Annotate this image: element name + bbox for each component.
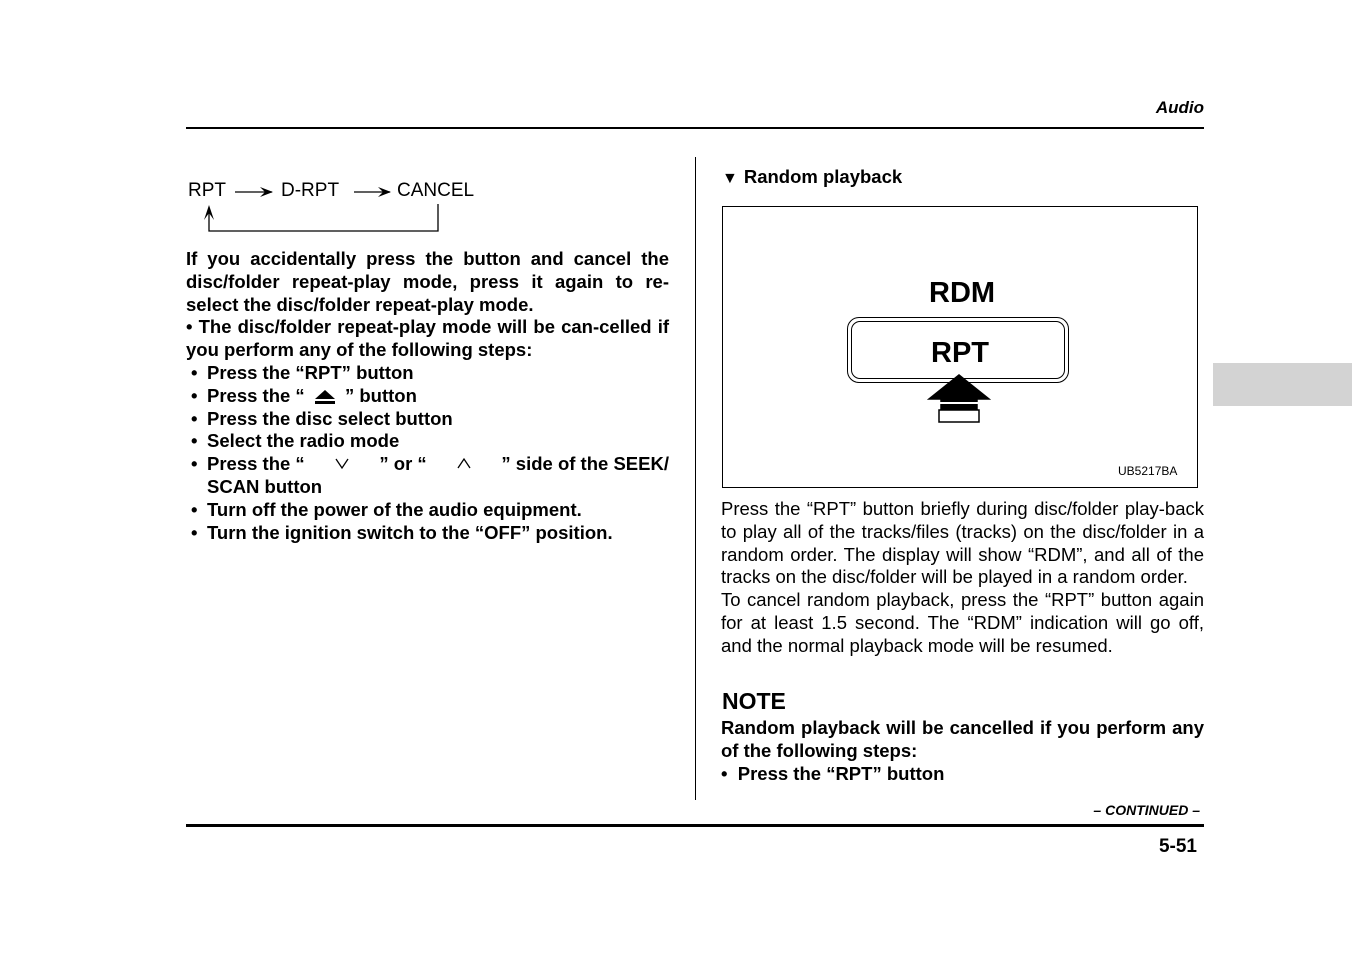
section-heading <box>722 166 902 188</box>
list-item-text: Press the disc select button <box>207 407 453 429</box>
main-bullet <box>186 316 669 362</box>
bullet-dot: • <box>191 361 198 383</box>
list-item <box>186 522 669 545</box>
flow-diagram <box>186 180 486 240</box>
note-bullet-text: Press the “RPT” button <box>737 762 945 784</box>
flow-step-cancel: CANCEL <box>397 180 475 201</box>
bullet-dot: • <box>191 407 198 429</box>
main-bullet-text: The disc/folder repeat-play mode will be can-celled if you perform any of the following steps: <box>186 316 669 361</box>
list-item-text: ” or “ <box>379 453 427 475</box>
flow-step-d-rpt: D-RPT <box>281 180 340 201</box>
list-item <box>186 362 669 385</box>
column-divider <box>695 157 696 800</box>
list-item-text: Select the radio mode <box>207 430 400 452</box>
list-item <box>186 499 669 522</box>
cancel-paragraph: To cancel random playback, press the “RPT” button again for at least 1.5 second. The “RDM” indication will go off, and the normal playback mode will be resumed. <box>721 589 1204 656</box>
figure-illustration <box>722 206 1198 488</box>
bullet-dot: • <box>191 521 198 543</box>
bullet-dot: • <box>721 762 728 784</box>
bullet-dot: • <box>191 453 198 475</box>
list-item <box>186 408 669 431</box>
note-body <box>721 717 1204 785</box>
figure-code: UB5217BA <box>1118 464 1178 478</box>
note-bullet <box>721 763 1204 786</box>
list-item-text: SCAN button <box>207 475 323 497</box>
list-item-text: Turn the ignition switch to the “OFF” position. <box>207 521 613 543</box>
list-item-text: ” button <box>344 384 417 406</box>
section-heading-text: Random playback <box>743 166 903 187</box>
random-playback-paragraph: Press the “RPT” button briefly during disc/folder play-back to play all of the tracks/files (tracks) on the disc/folder in a random order. The display will show “RDM”, and all of the tracks on the disc/folder will be played in a random order. <box>721 498 1204 588</box>
button-label: RPT <box>931 337 989 369</box>
page-number: 5-51 <box>1158 836 1197 857</box>
eject-icon <box>310 388 340 406</box>
list-item-text: ” side of the SEEK/ <box>501 453 669 475</box>
footer-rule <box>186 824 1204 827</box>
chapter-tab <box>1213 363 1352 406</box>
intro-paragraph: If you accidentally press the button and cancel the disc/folder repeat-play mode, press it again to re-select the disc/folder repeat-play mode. <box>186 248 669 315</box>
list-item <box>186 385 669 408</box>
bullet-dot: • <box>191 384 198 406</box>
continued-label: – CONTINUED – <box>1093 802 1200 818</box>
bullet-dot: • <box>191 498 198 520</box>
section-title: Audio <box>1155 98 1204 117</box>
note-title: NOTE <box>722 688 786 714</box>
left-column <box>186 248 669 544</box>
note-paragraph: Random playback will be cancelled if you perform any of the following steps: <box>721 717 1204 761</box>
flow-loop-line <box>209 204 438 231</box>
list-item-text: Press the “ <box>207 384 305 406</box>
right-body <box>721 498 1204 658</box>
triangle-down-icon: ▼ <box>722 170 738 187</box>
header-rule <box>186 127 1204 129</box>
chevron-up-icon <box>454 453 474 471</box>
flow-step-rpt: RPT <box>188 180 226 201</box>
list-item <box>186 453 669 499</box>
list-item <box>186 430 669 453</box>
bullet-dot: • <box>191 430 198 452</box>
arrow-up-icon <box>927 373 991 425</box>
bullet-dot: • <box>186 316 193 338</box>
list-item-text: Press the “RPT” button <box>207 361 414 383</box>
list-item-text: Press the “ <box>207 453 305 475</box>
list-item-text: Turn off the power of the audio equipment. <box>207 498 582 520</box>
chevron-down-icon <box>332 453 352 471</box>
display-label: RDM <box>929 277 996 309</box>
